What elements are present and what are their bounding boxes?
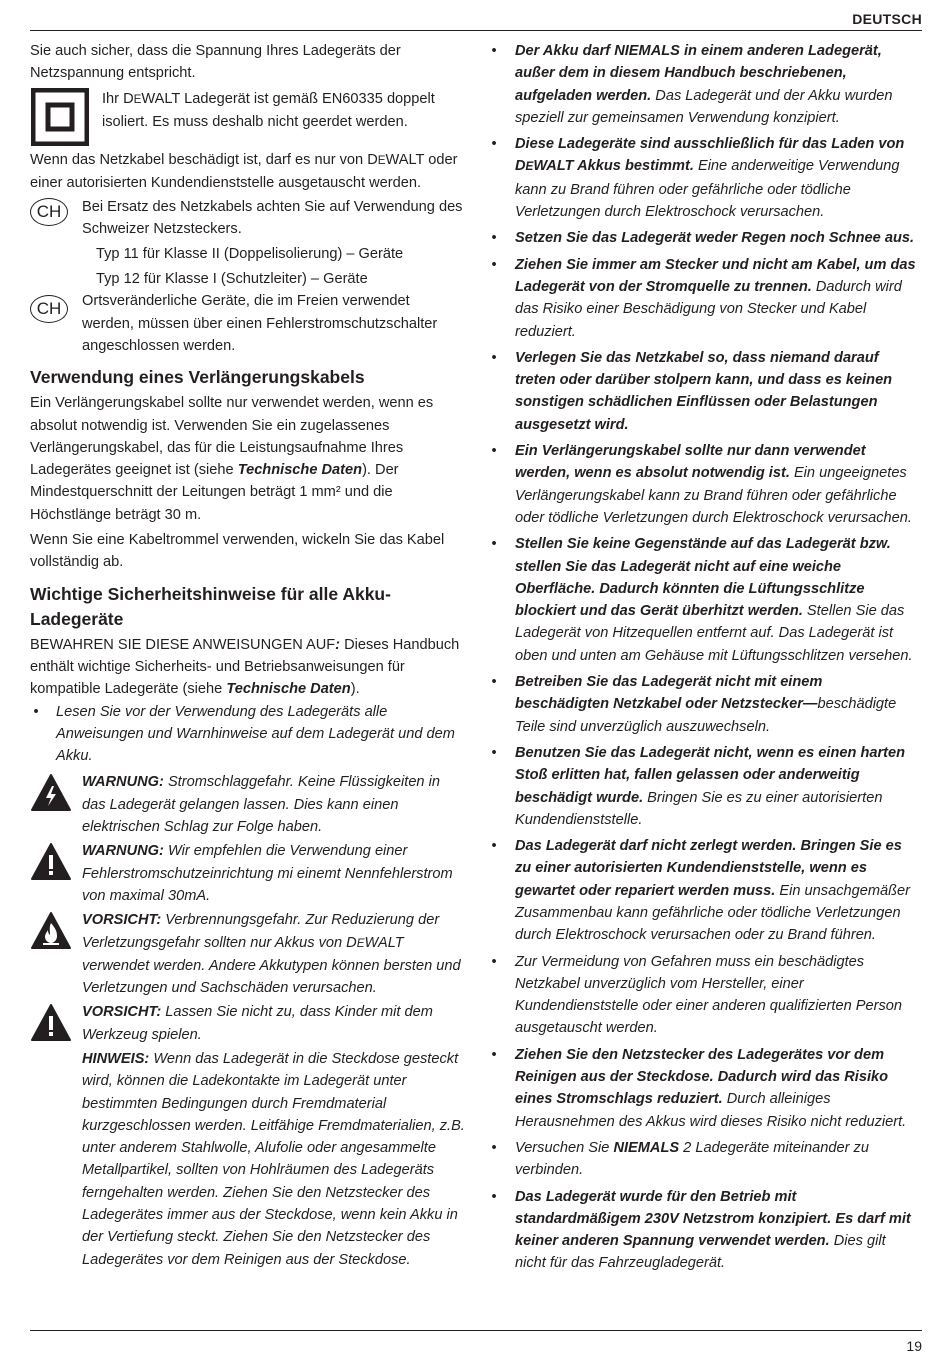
list-item: • Versuchen Sie NIEMALS 2 Ladegeräte miteinander zu verbinden.	[491, 1139, 869, 1179]
swiss-rcd-text: Ortsveränderliche Geräte, die im Freien verwendet werden, müssen über einen Fehlerstromschutzschalter angeschlossen werden.	[82, 293, 438, 354]
extension-cord-heading: Verwendung eines Verlängerungskabels	[30, 367, 365, 388]
caution-burn-text: VORSICHT: Verbrennungsgefahr. Zur Reduzierung der Verletzungsgefahr sollten nur Akkus von DEWALT verwendet werden. Andere Akkutypen können bersten und Verletzungen und Sachschäden verursachen.	[82, 912, 461, 997]
exclamation-warning-icon	[30, 1003, 72, 1045]
list-item: • Diese Ladegeräte sind ausschließlich für das Laden von DEWALT Akkus bestimmt. Eine anderweitige Verwendung kann zu Brand führen oder gefährliche oder tödliche Verletzungen durch Elektroschock verursachen.	[491, 136, 905, 221]
list-item: • Das Ladegerät wurde für den Betrieb mit standardmäßigem 230V Netzstrom konzipiert. Es darf mit keiner anderen Spannung verwendet werden. Dies gilt nicht für das Fahrzeugladegerät.	[491, 1188, 911, 1272]
safety-heading: Wichtige Sicherheitshinweise für alle Akku-Ladegeräte	[30, 583, 391, 629]
footer-divider	[30, 1330, 922, 1331]
list-item: • Zur Vermeidung von Gefahren muss ein beschädigtes Netzkabel unverzüglich vom Hersteller, einer Kundendienststelle oder einer anderen qualifizierten Person ausgetauscht werden.	[491, 953, 902, 1037]
caution-burn	[30, 909, 465, 999]
read-instructions-list	[30, 701, 465, 768]
list-item: • Lesen Sie vor der Verwendung des Ladegeräts alle Anweisungen und Warnhinweise auf dem Ladegerät und dem Akku.	[33, 703, 455, 765]
swiss-rcd-note	[30, 290, 465, 357]
power-cord-replacement: Wenn das Netzkabel beschädigt ist, darf es nur von DEWALT oder einer autorisierten Kundendienststelle ausgetauscht werden.	[30, 151, 458, 191]
right-column	[488, 40, 920, 1279]
list-item: • Verlegen Sie das Netzkabel so, dass niemand darauf treten oder darüber stolpern kann, und dass es keinen sonstigen schädlichen Einflüssen oder Belastungen ausgesetzt wird.	[491, 349, 893, 433]
caution-children	[30, 1001, 465, 1046]
save-instructions-paragraph: BEWAHREN SIE DIESE ANWEISUNGEN AUF: Dieses Handbuch enthält wichtige Sicherheits- und Betriebsanweisungen für kompatible Ladegeräte (siehe Technische Daten).	[30, 636, 460, 698]
intro-paragraph: Sie auch sicher, dass die Spannung Ihres Ladegeräts der Netzspannung entspricht.	[30, 43, 401, 82]
fire-warning-icon	[30, 911, 72, 953]
warning-rcd	[30, 840, 465, 907]
double-insulation-text: Ihr DEWALT Ladegerät ist gemäß EN60335 doppelt isoliert. Es muss deshalb nicht geerdet werden.	[102, 90, 435, 130]
double-insulation-icon	[30, 87, 90, 147]
ch-badge-icon: CH	[30, 198, 68, 226]
list-item: • Stellen Sie keine Gegenstände auf das Ladegerät bzw. stellen Sie das Ladegerät nicht auf eine weiche Oberfläche. Dadurch könnten die Lüftungsschlitze blockiert und das Gerät überhitzt werden. Stellen Sie das Ladegerät von Hitzequellen entfernt auf. Das Ladegerät ist oben und unten am Gehäuse mit Lüftungsschlitzen versehen.	[491, 536, 913, 664]
left-column	[30, 40, 465, 1271]
warning-shock	[30, 771, 465, 838]
swiss-plug-note	[30, 196, 465, 241]
hint-paragraph: HINWEIS: Wenn das Ladegerät in die Steckdose gesteckt wird, können die Ladekontakte im Ladegerät unter bestimmten Bedingungen durch Fremdmaterial kurzgeschlossen werden. Leitfähige Fremdmaterialien, z.B. unter anderem Stahlwolle, Alufolie oder angesammelte Metallpartikel, sollten von Hohlräumen des Ladegeräts ferngehalten werden. Ziehen Sie den Netzstecker des Ladegerätes immer aus der Steckdose, wenn kein Akku in der Vertiefung steckt. Ziehen Sie den Netzstecker des Ladegerätes vor dem Reinigen aus der Steckdose.	[82, 1050, 465, 1268]
list-item: • Setzen Sie das Ladegerät weder Regen noch Schnee aus.	[491, 230, 915, 247]
charger-safety-list	[488, 40, 920, 1275]
caution-children-text: VORSICHT: Lassen Sie nicht zu, dass Kinder mit dem Werkzeug spielen.	[82, 1004, 433, 1043]
list-item: • Der Akku darf NIEMALS in einem anderen Ladegerät, außer dem in diesem Handbuch beschriebenen, aufgeladen werden. Das Ladegerät und der Akku wurden speziell zur gemeinsamen Verwendung konzipiert.	[491, 43, 893, 126]
type12-line: Typ 12 für Klasse I (Schutzleiter) – Geräte	[96, 271, 368, 288]
list-item: • Ziehen Sie den Netzstecker des Ladegerätes vor dem Reinigen aus der Steckdose. Dadurch wird das Risiko eines Stromschlags reduziert. Durch alleiniges Herausnehmen des Akkus wird dieses Risiko nicht reduziert.	[491, 1046, 907, 1130]
extension-cord-paragraph: Ein Verlängerungskabel sollte nur verwendet werden, wenn es absolut notwendig ist. Verwenden Sie ein zugelassenes Verlängerungskabel, das für die Leistungsaufnahme Ihres Ladegerätes geeignet ist (siehe Technische Daten). Der Mindestquerschnitt der Leitungen beträgt 1 mm² und die Höchstlänge beträgt 30 m.	[30, 395, 434, 523]
type11-line: Typ 11 für Klasse II (Doppelisolierung) – Geräte	[96, 245, 404, 262]
swiss-plug-text: Bei Ersatz des Netzkabels achten Sie auf Verwendung des Schweizer Netzsteckers.	[82, 199, 463, 238]
warning-rcd-text: WARNUNG: Wir empfehlen die Verwendung einer Fehlerstromschutzeinrichtung mi einemt Nennfehlerstrom von maximal 30mA.	[82, 843, 453, 904]
exclamation-warning-icon	[30, 842, 72, 884]
page-number: 19	[906, 1338, 922, 1354]
list-item: • Ein Verlängerungskabel sollte nur dann verwendet werden, wenn es absolut notwendig ist. Ein ungeeignetes Verlängerungskabel kann zu Brand führen oder gefährliche oder tödliche Verletzungen durch Elektroschock verursachen.	[491, 443, 912, 526]
header-language: DEUTSCH	[852, 11, 922, 27]
double-insulation-note	[30, 88, 465, 147]
list-item: • Betreiben Sie das Ladegerät nicht mit einem beschädigten Netzkabel oder Netzstecker—beschädigte Teile sind unverzüglich auszuwechseln.	[491, 674, 897, 735]
list-item: • Ziehen Sie immer am Stecker und nicht am Kabel, um das Ladegerät von der Stromquelle zu trennen. Dadurch wird das Risiko einer Beschädigung von Stecker und Kabel reduziert.	[491, 256, 916, 340]
cable-drum-paragraph: Wenn Sie eine Kabeltrommel verwenden, wickeln Sie das Kabel vollständig ab.	[30, 532, 445, 571]
ch-badge-icon: CH	[30, 295, 68, 323]
list-item: • Das Ladegerät darf nicht zerlegt werden. Bringen Sie es zu einer autorisierten Kundendienststelle, wenn es gewartet oder repariert werden muss. Ein unsachgemäßer Zusammenbau kann gefährliche oder tödliche Verletzungen durch Elektroschock verursachen oder zu Brand führen.	[491, 838, 911, 944]
header-divider	[30, 30, 922, 31]
warning-shock-text: WARNUNG: Stromschlaggefahr. Keine Flüssigkeiten in das Ladegerät gelangen lassen. Dies kann einen elektrischen Schlag zur Folge haben.	[82, 774, 440, 836]
electric-shock-warning-icon	[30, 773, 72, 815]
list-item: • Benutzen Sie das Ladegerät nicht, wenn es einen harten Stoß erlitten hat, fallen gelassen oder anderweitig beschädigt wurde. Bringen Sie es zu einer autorisierten Kundendienststelle.	[491, 744, 906, 828]
